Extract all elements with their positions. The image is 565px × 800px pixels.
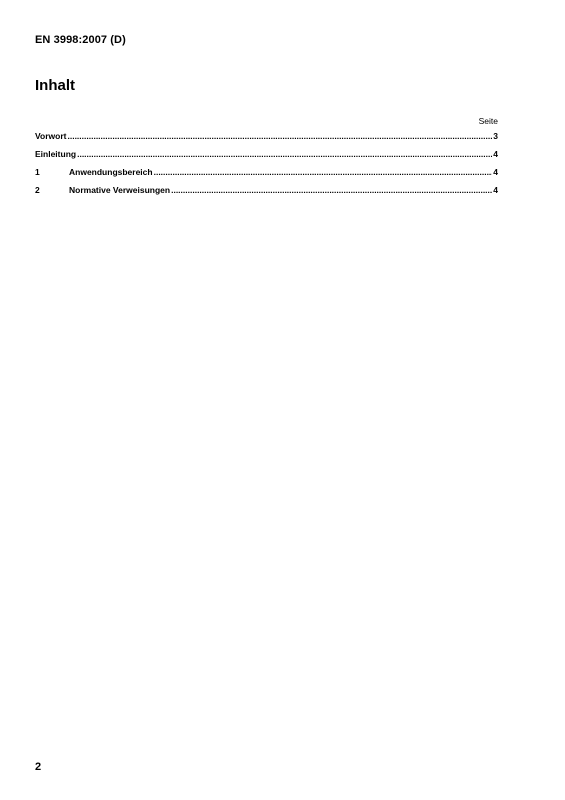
toc-entry-vorwort[interactable] [35,131,498,149]
toc-entry-title: Einleitung [35,149,77,159]
toc-entry-number: 2 [35,185,40,195]
toc-entry-title: Normative Verweisungen [69,185,171,195]
toc-leader-dots [154,167,493,177]
page-number: 2 [35,761,42,773]
toc-title: Inhalt [35,77,75,94]
page-column-label: Seite [478,116,498,126]
toc-entry-page: 3 [493,131,498,141]
toc-leader-dots [77,149,492,159]
toc-leader-dots [67,131,492,141]
toc-entry-title: Anwendungsbereich [69,167,153,177]
toc-entry-title: Vorwort [35,131,67,141]
document-id: EN 3998:2007 (D) [35,34,126,46]
toc-entry-number: 1 [35,167,40,177]
toc-entry-page: 4 [493,149,498,159]
toc-entry-page: 4 [493,185,498,195]
toc-entry-normative-verweisungen[interactable] [35,185,498,203]
toc-entry-anwendungsbereich[interactable] [35,167,498,185]
toc-entry-einleitung[interactable] [35,149,498,167]
toc-entry-page: 4 [493,167,498,177]
table-of-contents [35,131,498,203]
toc-leader-dots [171,185,492,195]
